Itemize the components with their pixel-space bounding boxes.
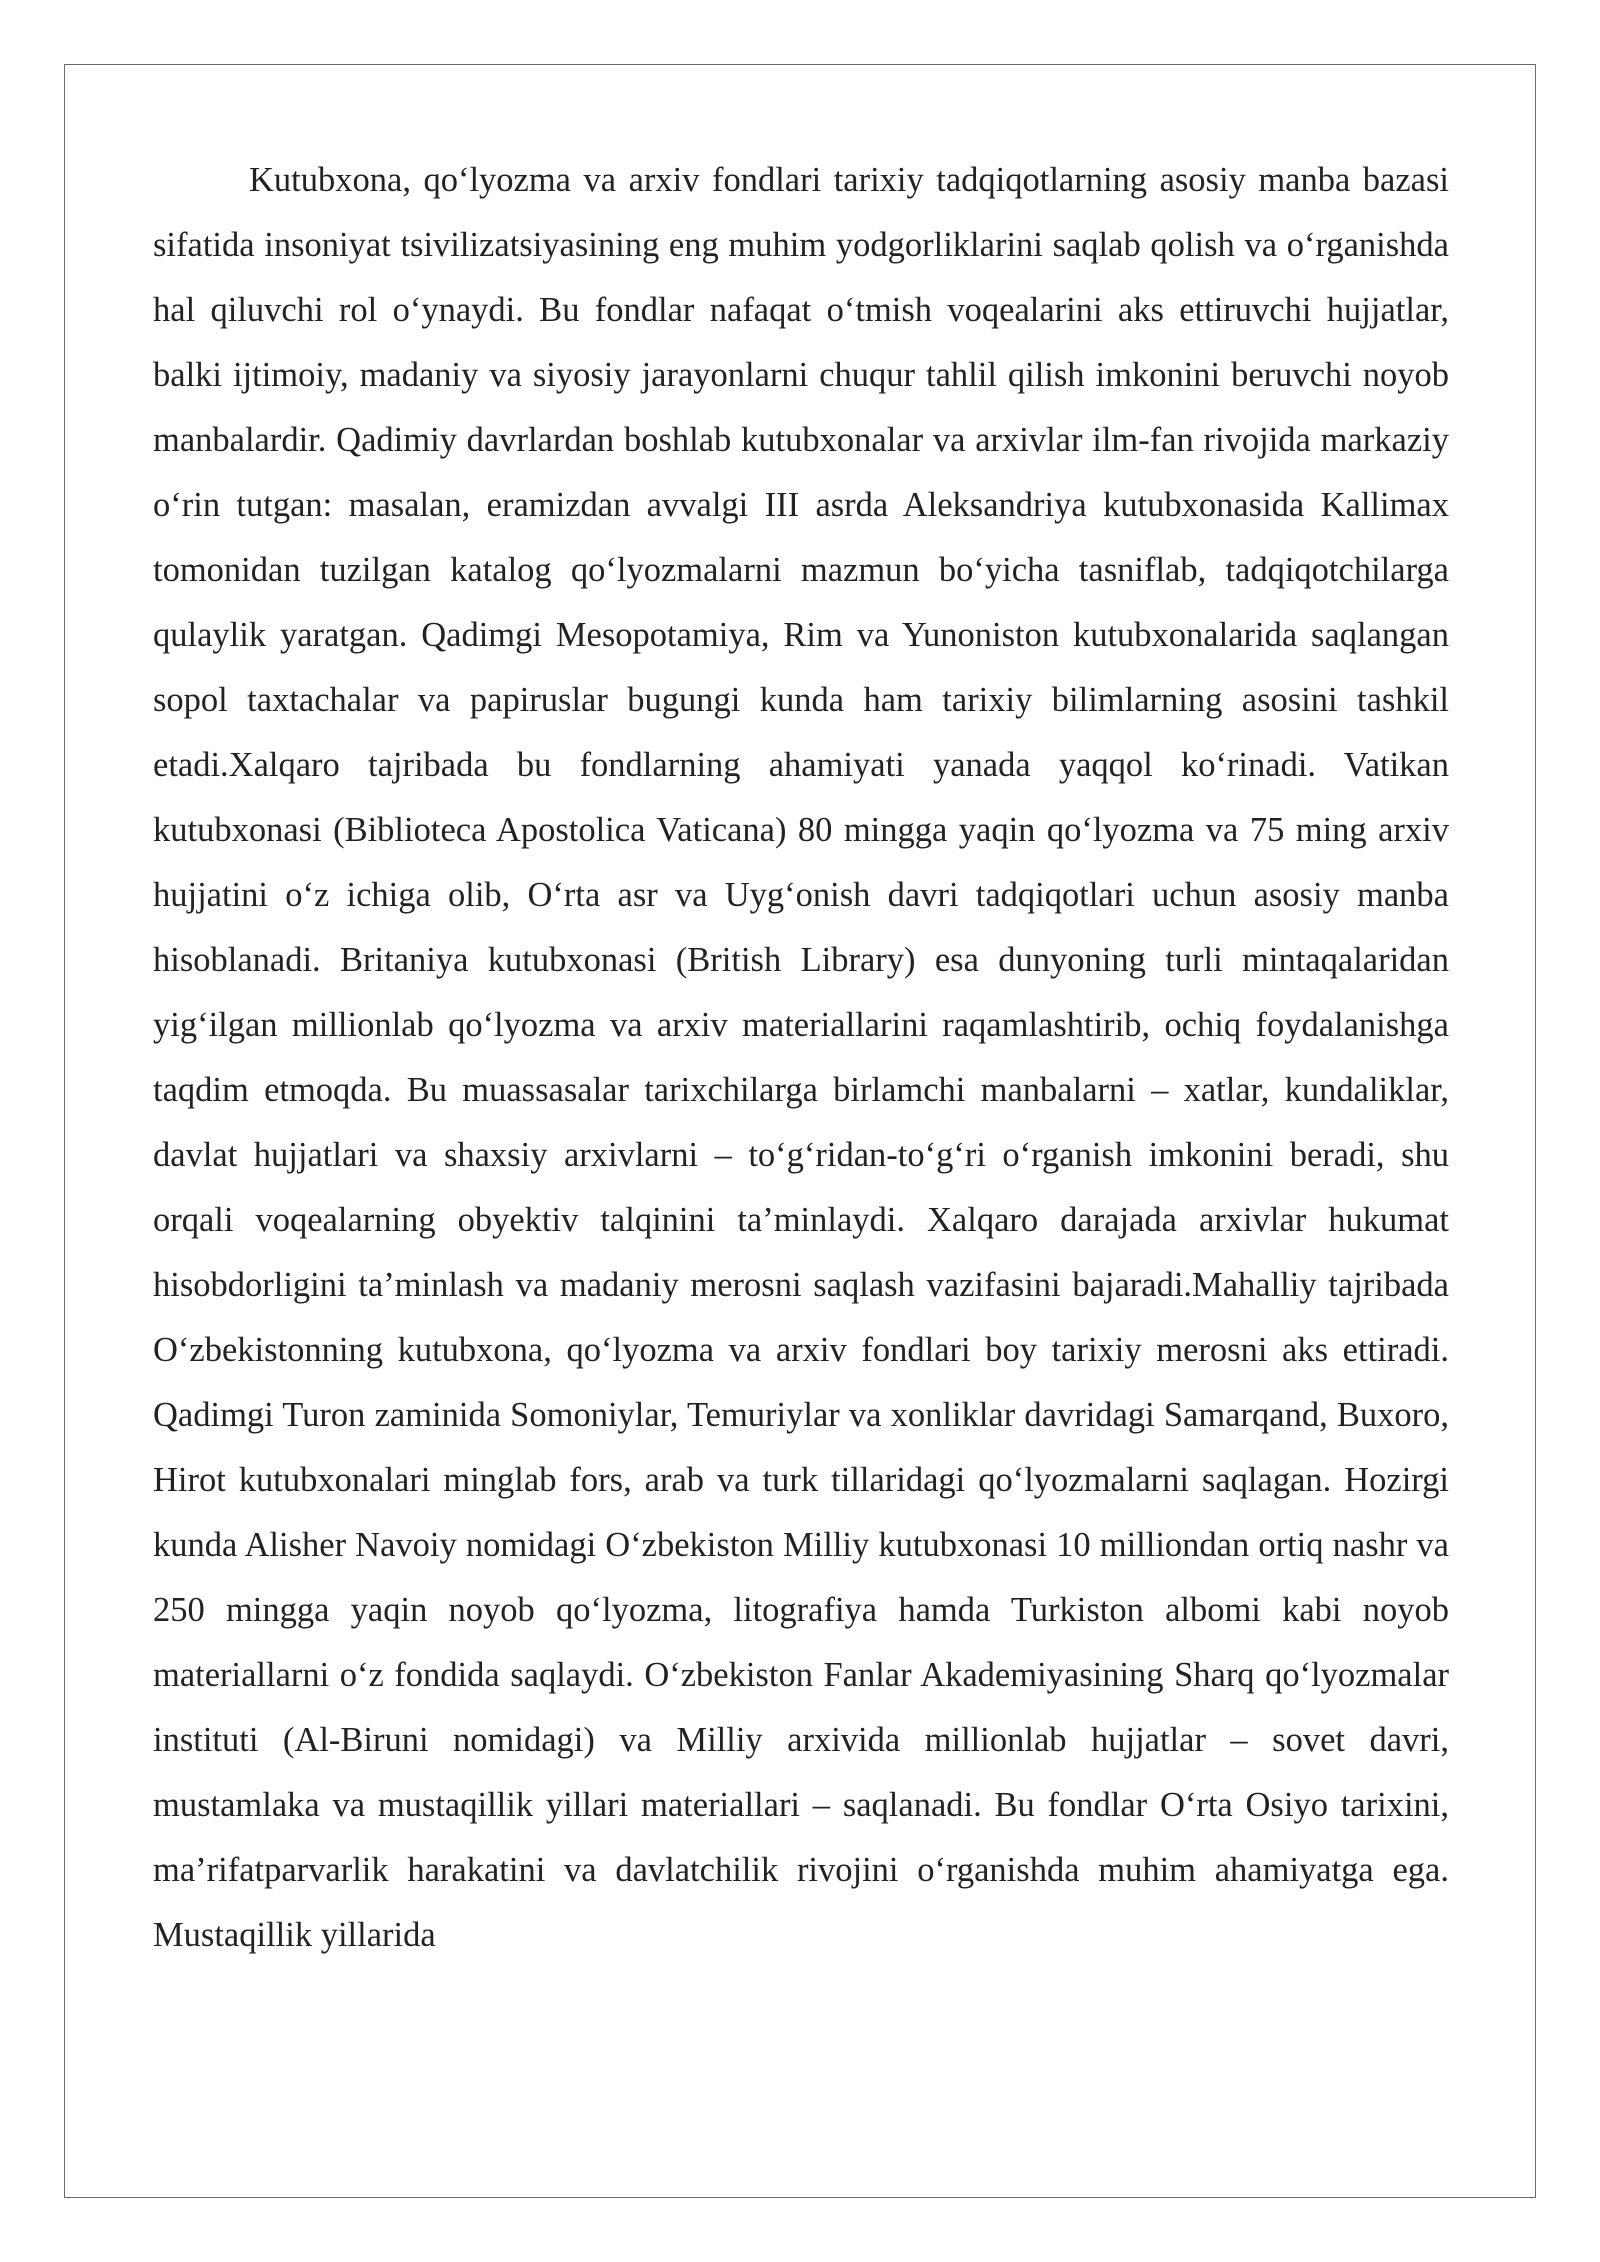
body-paragraph: Kutubxona, qo‘lyozma va arxiv fondlari tarixiy tadqiqotlarning asosiy manba bazasi sifatida insoniyat tsivilizatsiyasining eng muhim yodgorliklarini saqlab qolish va o‘rganishda hal qiluvchi rol o‘ynaydi. Bu fondlar nafaqat o‘tmish voqealarini aks ettiruvchi hujjatlar, balki ijtimoiy, madaniy va siyosiy jarayonlarni chuqur tahlil qilish imkonini beruvchi noyob manbalardir. Qadimiy davrlardan boshlab kutubxonalar va arxivlar ilm-fan rivojida markaziy o‘rin tutgan: masalan, eramizdan avvalgi III asrda Aleksandriya kutubxonasida Kallimax tomonidan tuzilgan katalog qo‘lyozmalarni mazmun bo‘yicha tasniflab, tadqiqotchilarga qulaylik yaratgan. Qadimgi Mesopotamiya, Rim va Yunoniston kutubxonalarida saqlangan sopol taxtachalar va papiruslar bugungi kunda ham tarixiy bilimlarning asosini tashkil etadi.Xalqaro tajribada bu fondlarning ahamiyati yanada yaqqol ko‘rinadi. Vatikan kutubxonasi (Biblioteca Apostolica Vaticana) 80 mingga yaqin qo‘lyozma va 75 ming arxiv hujjatini o‘z ichiga olib, O‘rta asr va Uyg‘onish davri tadqiqotlari uchun asosiy manba hisoblanadi. Britaniya kutubxonasi (British Library) esa dunyoning turli mintaqalaridan yig‘ilgan millionlab qo‘lyozma va arxiv materiallarini raqamlashtirib, ochiq foydalanishga taqdim etmoqda. Bu muassasalar tarixchilarga birlamchi manbalarni – xatlar, kundaliklar, davlat hujjatlari va shaxsiy arxivlarni – to‘g‘ridan-to‘g‘ri o‘rganish imkonini beradi, shu orqali voqealarning obyektiv talqinini ta’minlaydi. Xalqaro darajada arxivlar hukumat hisobdorligini ta’minlash va madaniy merosni saqlash vazifasini bajaradi.Mahalliy tajribada O‘zbekistonning kutubxona, qo‘lyozma va arxiv fondlari boy tarixiy merosni aks ettiradi. Qadimgi Turon zaminida Somoniylar, Temuriylar va xonliklar davridagi Samarqand, Buxoro, Hirot kutubxonalari minglab fors, arab va turk tillaridagi qo‘lyozmalarni saqlagan. Hozirgi kunda Alisher Navoiy nomidagi O‘zbekiston Milliy kutubxonasi 10 milliondan ortiq nashr va 250 mingga yaqin noyob qo‘lyozma, litografiya hamda Turkiston albomi kabi noyob materiallarni o‘z fondida saqlaydi. O‘zbekiston Fanlar Akademiyasining Sharq qo‘lyozmalar instituti (Al-Biruni nomidagi) va Milliy arxivida millionlab hujjatlar – sovet davri, mustamlaka va mustaqillik yillari materiallari – saqlanadi. Bu fondlar O‘rta Osiyo tarixini, ma’rifatparvarlik harakatini va davlatchilik rivojini o‘rganishda muhim ahamiyatga ega. Mustaqillik yillarida [153,161,1449,1954]
